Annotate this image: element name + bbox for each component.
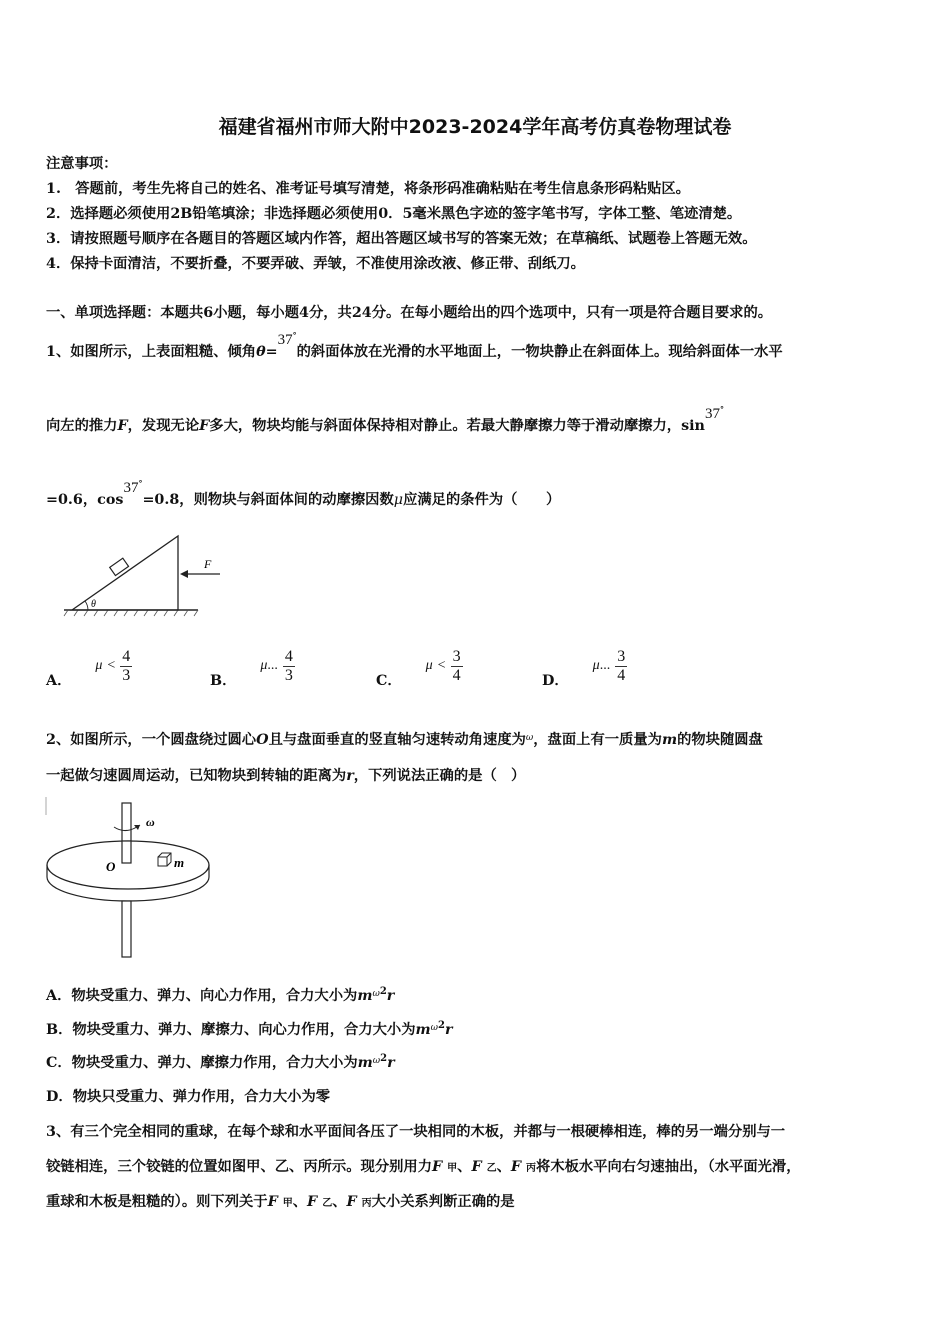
theta-symbol: θ=	[256, 344, 278, 360]
q1-option-a[interactable]: A． μ < $\frac{4}{3}$	[46, 647, 131, 689]
angle-value: 37	[277, 332, 293, 348]
force-symbol: F	[117, 418, 128, 434]
q2-text: 的物块随圆盘	[677, 732, 763, 748]
fraction: $\frac{4}{3}$	[122, 647, 131, 684]
angle-value: 37	[704, 406, 720, 422]
q1-text: 1、如图所示，上表面粗糙、倾角	[46, 344, 257, 360]
q2-option-c[interactable]: C．物块受重力、弹力、摩擦力作用，合力大小为$m^{\omega 2}r$	[46, 1053, 395, 1071]
notice-item: 4．保持卡面清洁，不要折叠，不要弄破、弄皱，不准使用涂改液、修正带、刮纸刀。	[46, 256, 585, 272]
q3-line-1: 3、有三个完全相同的重球，在每个球和水平面间各压了一块相同的木板，并都与一根硬棒相连，棒的另一端分别与一	[46, 1124, 786, 1140]
incline-figure	[58, 528, 228, 620]
q3-line-3: 重球和木板是粗糙的）。则下列关于F 甲、F 乙、F 丙大小关系判断正确的是	[46, 1194, 515, 1210]
fraction: $\frac{4}{3}$	[284, 647, 293, 684]
q1-text: =0.8，则物块与斜面体间的动摩擦因数	[142, 492, 394, 508]
mu-symbol: μ	[393, 492, 404, 508]
center-symbol: O	[256, 732, 269, 748]
q2-text: 一起做匀速圆周运动，已知物块到转轴的距离为	[46, 768, 347, 784]
fraction: $\frac{3}{4}$	[617, 647, 626, 684]
force-symbol: F	[199, 418, 210, 434]
q2-option-d[interactable]: D．物块只受重力、弹力作用，合力大小为零	[46, 1089, 331, 1105]
q1-option-c[interactable]: C． μ < $\frac{3}{4}$	[376, 647, 461, 689]
q1-line-3: =0.6，cos37°=0.8，则物块与斜面体间的动摩擦因数μ应满足的条件为（ ）	[46, 478, 561, 508]
q1-option-b[interactable]: B． μ... $\frac{4}{3}$	[210, 647, 293, 689]
center-label: O	[106, 859, 116, 874]
q2-option-a[interactable]: A．物块受重力、弹力、向心力作用，合力大小为$m^{\omega 2}r$	[46, 986, 395, 1004]
q1-text: 的斜面体放在光滑的水平地面上，一物块静止在斜面体上。现给斜面体一水平	[296, 344, 783, 360]
q1-line-1: 1、如图所示，上表面粗糙、倾角θ=37°的斜面体放在光滑的水平地面上，一物块静止在斜面体上。现给斜面体一水平	[46, 330, 783, 360]
notice-item: 2．选择题必须使用2B铅笔填涂；非选择题必须使用0．5毫米黑色字迹的签字笔书写，字体工整、笔迹清楚。	[46, 206, 742, 222]
q2-option-b[interactable]: B．物块受重力、弹力、摩擦力、向心力作用，合力大小为$m^{\omega 2}r$	[46, 1020, 453, 1038]
mass-label: m	[174, 855, 185, 870]
disc-figure	[44, 795, 224, 965]
omega-label: ω	[146, 815, 155, 829]
angle-arc	[85, 601, 88, 610]
q2-text: ，盘面上有一质量为	[533, 732, 662, 748]
lower-axis	[122, 901, 131, 957]
angle-label: θ	[91, 599, 96, 610]
section-heading: 一、单项选择题：本题共6小题，每小题4分，共24分。在每小题给出的四个选项中，只有一项是符合题目要求的。	[46, 305, 773, 321]
notice-item: 3．请按照题号顺序在各题目的答题区域内作答，超出答题区域书写的答案无效；在草稿纸、试题卷上答题无效。	[46, 231, 757, 247]
q2-text: 且与盘面垂直的竖直轴匀速转动角速度为	[268, 732, 526, 748]
force-arrowhead	[180, 570, 188, 578]
omega-symbol: ω	[525, 733, 534, 743]
rotation-arrowhead	[134, 825, 140, 830]
ground-hatching	[64, 610, 198, 616]
fraction: $\frac{3}{4}$	[452, 647, 461, 684]
q1-text: =0.6，cos	[46, 492, 124, 508]
q1-line-2: 向左的推力F，发现无论F多大，物块均能与斜面体保持相对静止。若最大静摩擦力等于滑动摩擦力，sin37°	[46, 404, 724, 434]
force-label: F	[204, 557, 212, 571]
q2-text: 2、如图所示，一个圆盘绕过圆心	[46, 732, 257, 748]
q1-text: 多大，物块均能与斜面体保持相对静止。若最大静摩擦力等于滑动摩擦力，sin	[209, 418, 705, 434]
q1-text: 应满足的条件为（ ）	[403, 492, 561, 508]
axis-through-disc	[122, 841, 131, 863]
q1-text: ，发现无论	[127, 418, 200, 434]
notice-item: 1. 答题前，考生先将自己的姓名、准考证号填写清楚，将条形码准确粘贴在考生信息条形码粘贴区。	[46, 181, 690, 197]
mass-symbol: m	[661, 732, 678, 748]
q1-option-d[interactable]: D． μ... $\frac{3}{4}$	[542, 647, 626, 689]
q2-text: ，下列说法正确的是（ ）	[353, 768, 526, 784]
q2-line-1	[46, 729, 763, 749]
q3-line-2: 铰链相连，三个铰链的位置如图甲、乙、丙所示。现分别用力F 甲、F 乙、F 丙将木板水平向右匀速抽出，（水平面光滑，	[46, 1159, 801, 1175]
incline-wedge	[72, 536, 178, 610]
q1-text: 向左的推力	[46, 418, 118, 434]
radius-symbol: r	[346, 768, 354, 784]
q2-line-2	[46, 765, 525, 785]
notice-heading: 注意事项：	[46, 156, 118, 172]
page-title: 福建省福州市师大附中2023-2024学年高考仿真卷物理试卷	[218, 116, 732, 138]
angle-value: 37	[123, 480, 139, 496]
